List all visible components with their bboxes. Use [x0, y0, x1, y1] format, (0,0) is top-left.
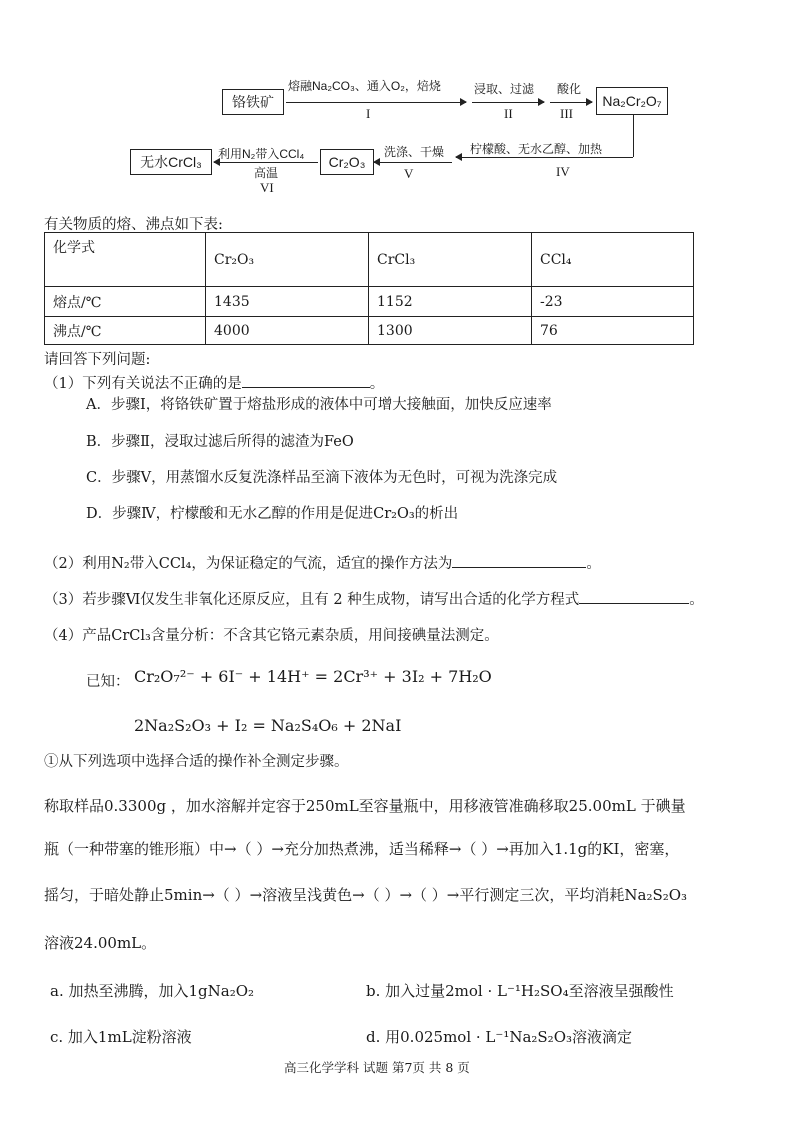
step1-roman: I: [366, 106, 371, 121]
table-cell: 熔点/℃: [45, 287, 206, 317]
option-c: C．步骤Ⅴ，用蒸馏水反复洗涤样品至滴下液体为无色时，可视为洗涤完成: [86, 470, 558, 486]
table-cell: 1435: [206, 287, 369, 317]
step1-label: 熔融Na₂CO₃、通入O₂，焙烧: [288, 79, 441, 93]
table-cell: -23: [532, 287, 694, 317]
step2-label: 浸取、过滤: [474, 82, 535, 96]
choice-b: b. 加入过量2mol · L⁻¹H₂SO₄至溶液呈强酸性: [366, 982, 674, 1000]
option-b: B．步骤Ⅱ，浸取过滤后所得的滤渣为FeO: [86, 434, 354, 450]
step4-arrow: [456, 157, 633, 158]
step6-label-top: 利用N₂带入CCl₄: [218, 147, 305, 161]
prompt: 请回答下列问题:: [44, 352, 151, 368]
step3-arrow: [550, 102, 592, 103]
connector-vertical: [633, 115, 634, 157]
table-cell: 76: [532, 317, 694, 345]
step5-arrow: [374, 162, 452, 163]
table-intro: 有关物质的熔、沸点如下表:: [44, 217, 223, 233]
step6-roman: VI: [260, 180, 274, 195]
step3-roman: III: [560, 106, 573, 121]
step6-arrow: [214, 162, 318, 163]
table-cell: 沸点/℃: [45, 317, 206, 345]
question-1: [44, 372, 384, 393]
answer-blank-2[interactable]: [452, 553, 586, 568]
choice-d: d. 用0.025mol · L⁻¹Na₂S₂O₃溶液滴定: [366, 1028, 633, 1046]
step4-roman: IV: [556, 164, 570, 179]
question-1-end: 。: [369, 376, 385, 392]
table-header-row: [45, 233, 694, 287]
answer-blank-3[interactable]: [579, 589, 689, 604]
table-row: [45, 287, 694, 317]
question-2-text: （2）利用N₂带入CCl₄，为保证稳定的气流，适宜的操作方法为: [44, 556, 453, 572]
answer-blank-1[interactable]: [242, 373, 370, 388]
header-cell: CCl₄: [532, 233, 694, 287]
node-product: 无水CrCl₃: [130, 149, 212, 175]
step2-roman: II: [504, 106, 513, 121]
procedure-line-1: 称取样品0.3300g ，加水溶解并定容于250mL至容量瓶中，用移液管准确移取25.00mL 于碘量: [44, 797, 686, 815]
step1-arrow: [286, 102, 466, 103]
step5-label: 洗涤、干燥: [384, 145, 445, 159]
step3-label: 酸化: [557, 82, 582, 96]
page-footer: 高三化学学科 试题 第7页 共 8 页: [284, 1060, 470, 1075]
step4-label: 柠檬酸、无水乙醇、加热: [470, 142, 603, 156]
node-dichromate: Na₂Cr₂O₇: [596, 87, 668, 115]
step5-roman: V: [404, 166, 414, 181]
table-cell: 1300: [369, 317, 532, 345]
properties-table: [44, 232, 694, 345]
option-d: D．步骤Ⅳ，柠檬酸和无水乙醇的作用是促进Cr₂O₃的析出: [86, 506, 459, 522]
header-cell: CrCl₃: [369, 233, 532, 287]
question-3-end: 。: [689, 592, 704, 608]
procedure-line-2: 瓶（一种带塞的锥形瓶）中→（ ）→充分加热煮沸，适当稀释→（ ）→再加入1.1g的KI，密塞，: [44, 840, 680, 858]
option-a: A．步骤Ⅰ，将铬铁矿置于熔盐形成的液体中可增大接触面，加快反应速率: [86, 397, 552, 413]
header-cell: Cr₂O₃: [206, 233, 369, 287]
node-oxide: Cr₂O₃: [320, 149, 374, 175]
sub-question-1: ①从下列选项中选择合适的操作补全测定步骤。: [44, 754, 349, 770]
choice-c: c. 加入1mL淀粉溶液: [50, 1028, 192, 1046]
step2-arrow: [472, 102, 544, 103]
node-ore: 铬铁矿: [222, 89, 284, 115]
question-4: （4）产品CrCl₃含量分析：不含其它铬元素杂质，用间接碘量法测定。: [44, 628, 499, 644]
procedure-line-4: 溶液24.00mL。: [44, 934, 157, 952]
question-2-end: 。: [586, 556, 601, 572]
equation-1: Cr₂O₇²⁻ + 6I⁻ + 14H⁺ = 2Cr³⁺ + 3I₂ + 7H₂O: [134, 667, 492, 686]
question-1-stem: （1）下列有关说法不正确的是: [44, 376, 242, 392]
procedure-line-3: 摇匀，于暗处静止5min→（ ）→溶液呈浅黄色→（ ）→（ ）→平行测定三次，平均消耗Na₂S₂O₃: [44, 886, 688, 904]
known-label: 已知：: [86, 674, 130, 690]
question-2: [44, 552, 601, 573]
choice-a: a. 加热至沸腾，加入1gNa₂O₂: [50, 982, 255, 1000]
table-cell: 4000: [206, 317, 369, 345]
table-row: [45, 317, 694, 345]
question-3-text: （3）若步骤Ⅵ仅发生非氧化还原反应，且有 2 种生成物，请写出合适的化学方程式: [44, 592, 580, 608]
step6-label-bottom: 高温: [254, 166, 279, 180]
question-3: [44, 588, 704, 609]
equation-2: 2Na₂S₂O₃ + I₂ = Na₂S₄O₆ + 2NaI: [134, 716, 402, 735]
header-cell: 化学式: [45, 233, 206, 287]
table-cell: 1152: [369, 287, 532, 317]
